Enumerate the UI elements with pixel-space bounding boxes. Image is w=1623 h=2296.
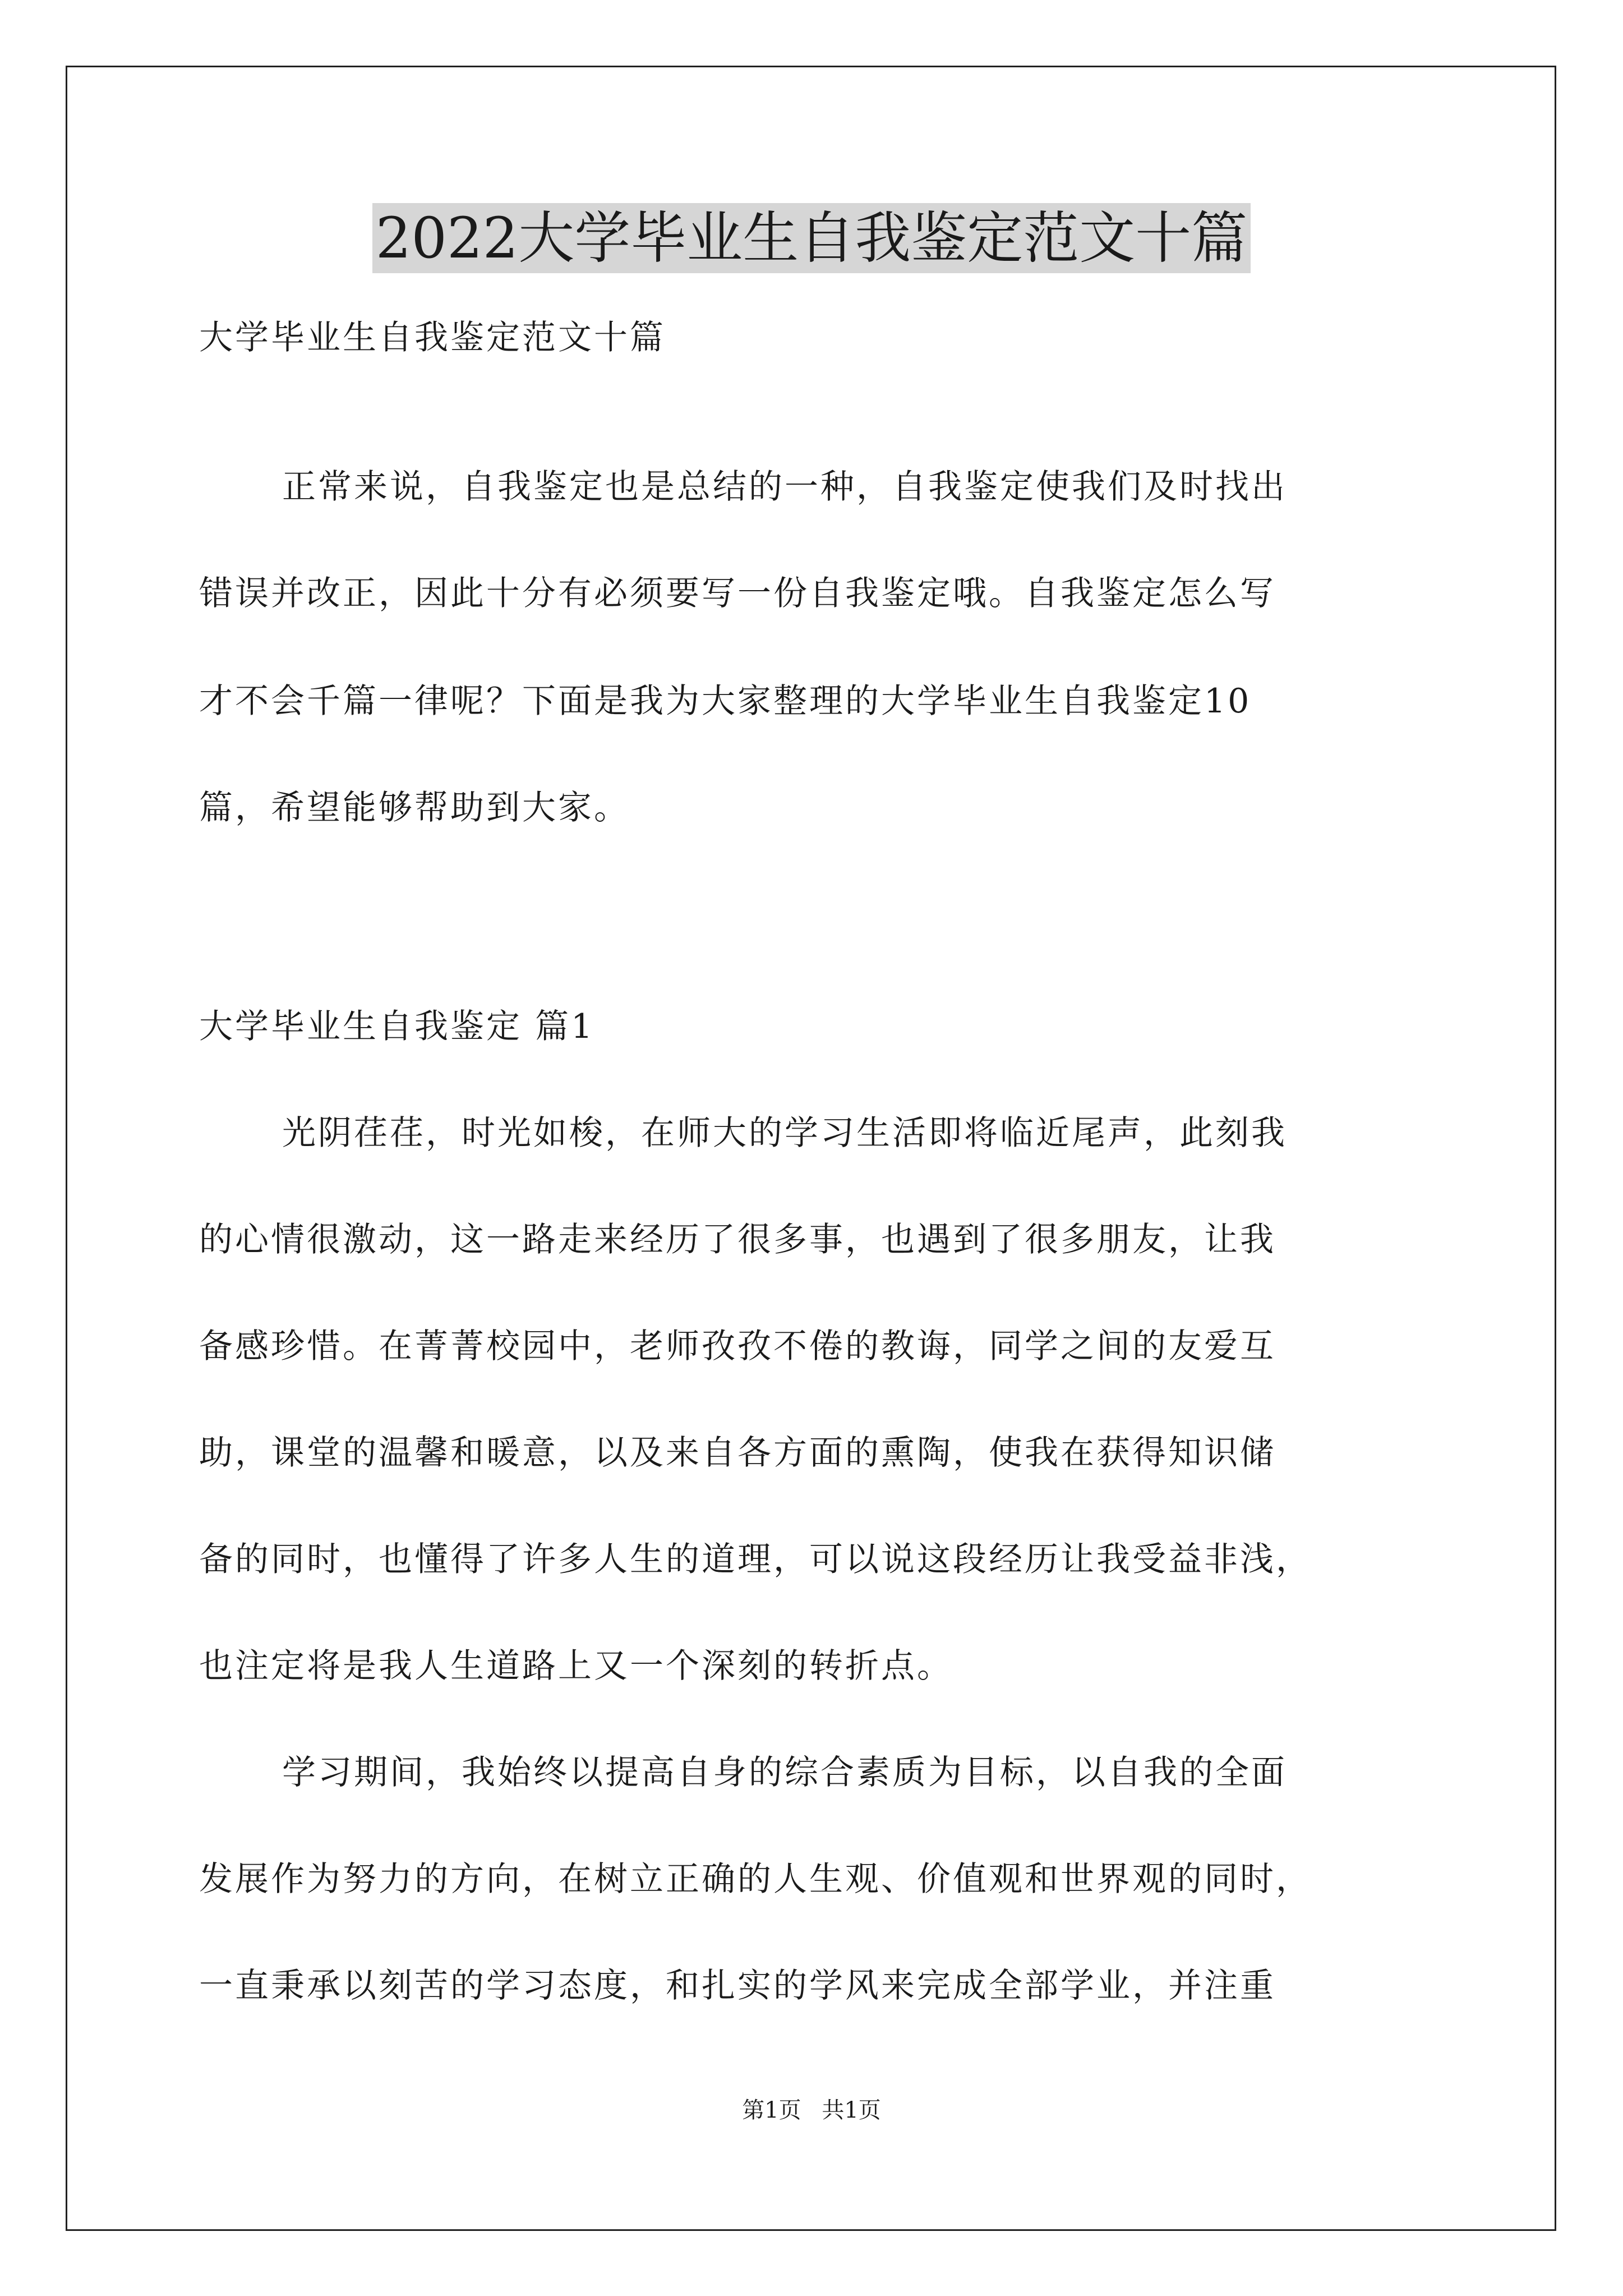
paragraph-1-line-3: 备感珍惜。在菁菁校园中，老师孜孜不倦的教诲，同学之间的友爱互 xyxy=(199,1327,1276,1366)
paragraph-1-line-6: 也注定将是我人生道路上又一个深刻的转折点。 xyxy=(199,1646,953,1686)
intro-paragraph-line-1: 正常来说，自我鉴定也是总结的一种，自我鉴定使我们及时找出 xyxy=(282,467,1287,507)
intro-paragraph-line-2: 错误并改正，因此十分有必须要写一份自我鉴定哦。自我鉴定怎么写 xyxy=(199,574,1276,613)
section-heading: 大学毕业生自我鉴定 篇1 xyxy=(199,1007,595,1046)
page-footer xyxy=(0,2093,1623,2127)
page-total: 共1页 xyxy=(822,2097,881,2123)
paragraph-1-line-2: 的心情很激动，这一路走来经历了很多事，也遇到了很多朋友，让我 xyxy=(199,1220,1276,1259)
intro-paragraph-line-3: 才不会千篇一律呢？下面是我为大家整理的大学毕业生自我鉴定10 xyxy=(199,682,1252,721)
paragraph-2-line-2: 发展作为努力的方向，在树立正确的人生观、价值观和世界观的同时， xyxy=(199,1860,1312,1899)
paragraph-2-line-1: 学习期间，我始终以提高自身的综合素质为目标，以自我的全面 xyxy=(282,1753,1287,1792)
paragraph-1-line-1: 光阴荏荏，时光如梭，在师大的学习生活即将临近尾声，此刻我 xyxy=(282,1114,1287,1153)
paragraph-1-line-4: 助，课堂的温馨和暖意，以及来自各方面的熏陶，使我在获得知识储 xyxy=(199,1433,1276,1473)
paragraph-1-line-5: 备的同时，也懂得了许多人生的道理，可以说这段经历让我受益非浅， xyxy=(199,1540,1312,1579)
paragraph-2-line-3: 一直秉承以刻苦的学习态度，和扎实的学风来完成全部学业，并注重 xyxy=(199,1966,1276,2005)
page-number: 第1页 xyxy=(742,2097,801,2123)
document-title: 2022大学毕业生自我鉴定范文十篇 xyxy=(0,202,1623,275)
intro-paragraph-line-4: 篇，希望能够帮助到大家。 xyxy=(199,788,630,827)
subtitle-line: 大学毕业生自我鉴定范文十篇 xyxy=(199,318,666,357)
